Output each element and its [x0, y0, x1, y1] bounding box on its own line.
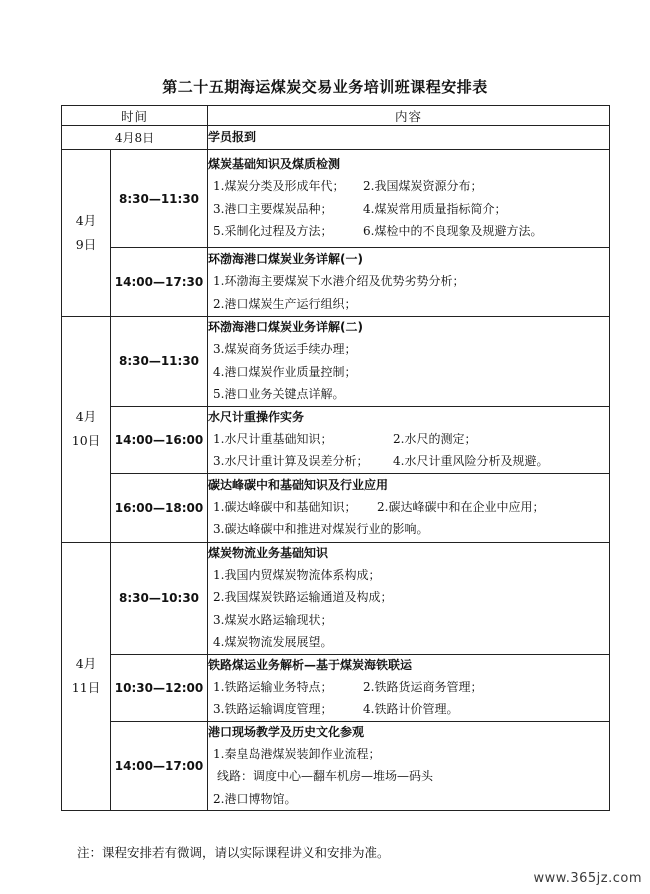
time-cell: 14:00—16:00 — [111, 406, 208, 473]
time-cell: 10:30—12:00 — [111, 654, 208, 721]
list-item: 2.我国煤炭铁路运输通道及构成； — [213, 590, 393, 604]
date-day: 10日 — [71, 433, 101, 449]
header-row — [62, 106, 610, 126]
watermark-url: www.365jz.com — [533, 871, 642, 886]
session-title: 环渤海港口煤炭业务详解(一) — [208, 252, 363, 266]
table-row — [62, 150, 610, 248]
list-item: 3.水尺计重计算及误差分析； 4.水尺计重风险分析及规避。 — [213, 454, 549, 468]
time-cell: 14:00—17:30 — [111, 248, 208, 317]
list-item: 3.碳达峰碳中和推进对煤炭行业的影响。 — [213, 522, 429, 536]
list-item: 4.港口煤炭作业质量控制； — [213, 364, 357, 379]
list-item: 3.煤炭商务货运手续办理； — [213, 342, 357, 356]
list-item: 3.煤炭水路运输现状； — [213, 612, 333, 627]
content-cell — [208, 542, 610, 654]
table-row — [62, 248, 610, 317]
list-item: 4.煤炭物流发展展望。 — [213, 635, 333, 649]
content-cell — [208, 654, 610, 721]
table-row — [62, 654, 610, 721]
content-cell — [208, 406, 610, 473]
table-row — [62, 473, 610, 542]
date-month: 4月 — [75, 213, 97, 228]
page-title: 第二十五期海运煤炭交易业务培训班课程安排表 — [162, 78, 488, 96]
table-row — [62, 317, 610, 407]
time-cell: 16:00—18:00 — [111, 473, 208, 542]
date-day: 11日 — [71, 680, 101, 696]
list-item: 1.碳达峰碳中和基础知识； 2.碳达峰碳中和在企业中应用； — [213, 499, 545, 514]
list-item: 1.秦皇岛港煤炭装卸作业流程； — [213, 746, 381, 761]
time-cell: 14:00—17:00 — [111, 721, 208, 811]
list-item: 5.港口业务关键点详解。 — [213, 387, 345, 401]
session-title: 环渤海港口煤炭业务详解(二) — [208, 320, 363, 334]
list-item: 线路：调度中心—翻车机房—堆场—码头 — [217, 769, 434, 783]
date-cell — [62, 317, 111, 543]
time-cell: 8:30—11:30 — [111, 317, 208, 407]
time-cell: 8:30—11:30 — [111, 150, 208, 248]
table-row — [62, 126, 610, 150]
table-row — [62, 721, 610, 811]
list-item: 2.港口煤炭生产运行组织； — [213, 296, 357, 311]
list-item: 1.煤炭分类及形成年代； 2.我国煤炭资源分布； — [213, 179, 483, 194]
list-item: 2.港口博物馆。 — [213, 791, 297, 806]
session-title: 煤炭物流业务基础知识 — [208, 545, 329, 560]
session-title: 煤炭基础知识及煤质检测 — [208, 157, 341, 172]
date-cell — [62, 542, 111, 811]
list-item: 1.环渤海主要煤炭下水港介绍及优势劣势分析； — [213, 274, 465, 288]
list-item: 5.采制化过程及方法； 6.煤检中的不良现象及规避方法。 — [213, 224, 543, 239]
date-day: 9日 — [75, 237, 97, 252]
date-month: 4月 — [75, 409, 97, 425]
session-title: 碳达峰碳中和基础知识及行业应用 — [208, 477, 389, 492]
table-row — [62, 406, 610, 473]
list-item: 1.水尺计重基础知识； 2.水尺的测定； — [213, 431, 477, 446]
content-cell — [208, 126, 610, 150]
date-cell: 4月8日 — [62, 126, 208, 150]
session-title: 水尺计重操作实务 — [208, 409, 305, 424]
content-cell — [208, 317, 610, 407]
table-row — [62, 542, 610, 654]
list-item: 1.铁路运输业务特点； 2.铁路货运商务管理； — [213, 679, 483, 694]
list-item: 3.铁路运输调度管理； 4.铁路计价管理。 — [213, 702, 459, 716]
schedule-table — [61, 105, 610, 811]
session-title: 铁路煤运业务解析—基于煤炭海铁联运 — [208, 657, 413, 672]
date-month: 4月 — [75, 656, 97, 672]
list-item: 3.港口主要煤炭品种； 4.煤炭常用质量指标简介； — [213, 201, 507, 216]
content-cell — [208, 721, 610, 811]
footnote: 注：课程安排若有微调，请以实际课程讲义和安排为准。 — [77, 845, 390, 860]
content-cell — [208, 473, 610, 542]
content-cell — [208, 248, 610, 317]
session-title: 港口现场教学及历史文化参观 — [208, 724, 365, 739]
session-title: 学员报到 — [208, 130, 257, 144]
header-time: 时间 — [62, 106, 208, 126]
time-cell: 8:30—10:30 — [111, 542, 208, 654]
date-cell — [62, 150, 111, 317]
content-cell — [208, 150, 610, 248]
list-item: 1.我国内贸煤炭物流体系构成； — [213, 567, 381, 582]
header-content: 内容 — [208, 106, 610, 126]
